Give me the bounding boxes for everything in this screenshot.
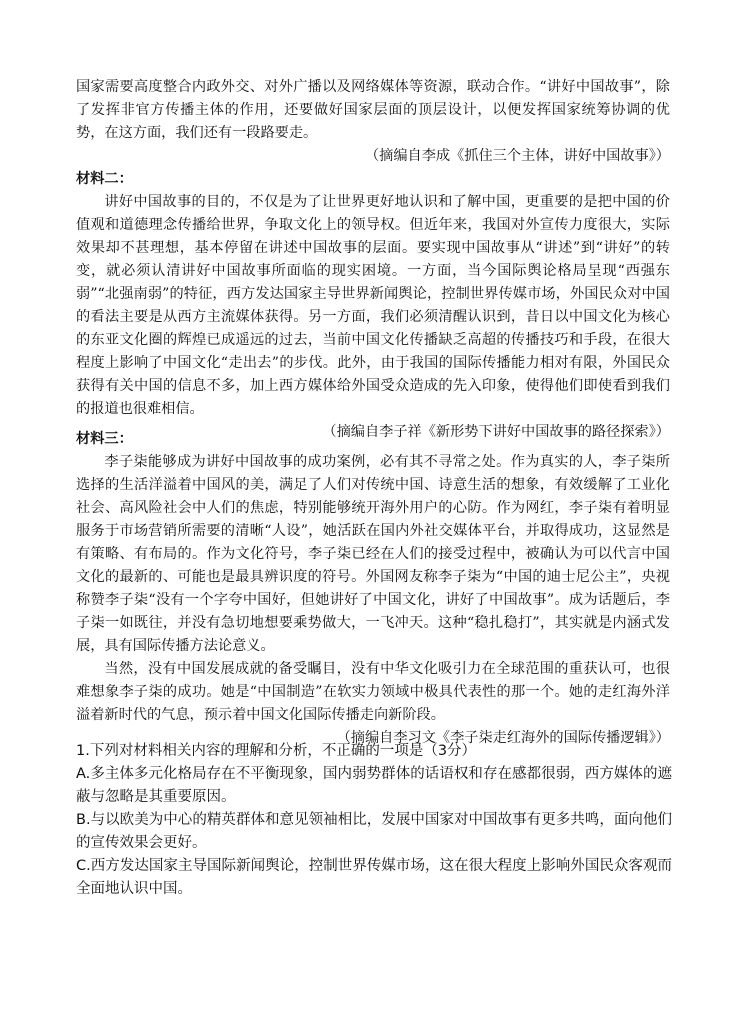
material2-paragraph: 讲好中国故事的目的，不仅是为了让世界更好地认识和了解中国，更重要的是把中国的价值观和道德理念传播给世界，争取文化上的领导权。但近年来，我国对外宣传力度很大，实际效果却不甚理想，基本停留在讲述中国故事的层面。要实现中国故事从“讲述”到“讲好”的转变，就必须认清讲好中国故事所面临的现实困境。一方面，当今国际舆论格局呈现“西强东弱”“北强南弱”的特征，西方发达国家主导世界新闻舆论，控制世界传媒市场，外国民众对中国的看法主要是从西方主流媒体获得。另一方面，我们必须清醒认识到，昔日以中国文化为核心的东亚文化圈的辉煌已成遥远的过去，当前中国文化传播缺乏高超的传播技巧和手段，在很大程度上影响了中国文化“走出去”的步伐。此外，由于我国的国际传播能力相对有限，外国民众获得有关中国的信息不多，加上西方媒体给外国受众造成的先入印象，使得他们即使看到我们的报道也很难相信。 [76, 194, 670, 417]
material2 [76, 168, 670, 444]
material1-paragraph: 国家需要高度整合内政外交、对外广播以及网络媒体等资源，联动合作。“讲好中国故事”，除了发挥非官方传播主体的作用，还要做好国家层面的顶层设计，以便发挥国家统筹协调的优势，在这方面，我们还有一段路要走。 [76, 79, 670, 141]
material1-source: （摘编自李成《抓住三个主体，讲好中国故事》） [364, 148, 670, 164]
material3-paragraph-2: 当然，没有中国发展成就的备受瞩目，没有中华文化吸引力在全球范围的重获认可，也很难想象李子柒的成功。她是“中国制造”在软实力领域中极具代表性的那一个。她的走红海外洋溢着新时代的气息，预示着中国文化国际传播走向新阶段。 [76, 661, 670, 723]
material2-heading: 材料二： [76, 171, 133, 187]
material3-source: （摘编自李习文《李子柒走红海外的国际传播逻辑》） [336, 730, 670, 746]
question-1 [76, 740, 672, 901]
material1-tail [76, 76, 670, 168]
option-b: B.与以欧美为中心的精英群体和意见领袖相比，发展中国家对中国故事有更多共鸣，面向他们的宣传效果会更好。 [76, 812, 672, 851]
option-c: C.西方发达国家主导国际新闻舆论，控制世界传媒市场，这在很大程度上影响外国民众客观而全面地认识中国。 [76, 858, 672, 897]
material3 [76, 428, 670, 750]
option-a: A.多主体多元化格局存在不平衡现象，国内弱势群体的话语权和存在感都很弱，西方媒体的遮蔽与忽略是其重要原因。 [76, 766, 672, 805]
material3-heading: 材料三： [76, 431, 133, 447]
question-stem: 1.下列对材料相关内容的理解和分析，不正确的一项是（3分） [76, 743, 477, 759]
material2-source: （摘编自李子祥《新形势下讲好中国故事的路径探索》） [322, 424, 670, 440]
material3-paragraph-1: 李子柒能够成为讲好中国故事的成功案例，必有其不寻常之处。作为真实的人，李子柒所选择的生活洋溢着中国风的美，满足了人们对传统中国、诗意生活的想象，有效缓解了工业化社会、高风险社会中人们的焦虑，特别能够统开海外用户的心防。作为网红，李子柒有着明显服务于市场营销所需要的清晰“人设”，她活跃在国内外社交媒体平台，并取得成功，这显然是有策略、有布局的。作为文化符号，李子柒已经在人们的接受过程中，被确认为可以代言中国文化的最新的、可能也是最具辨识度的符号。外国网友称李子柒为“中国的迪士尼公主”，央视称赞李子柒“没有一个字夸中国好，但她讲好了中国文化，讲好了中国故事”。成为话题后，李子柒一如既往，并没有急切地想要乘势做大，一飞冲天。这种“稳扎稳打”，其实就是内涵式发展，具有国际传播方法论意义。 [76, 454, 670, 654]
